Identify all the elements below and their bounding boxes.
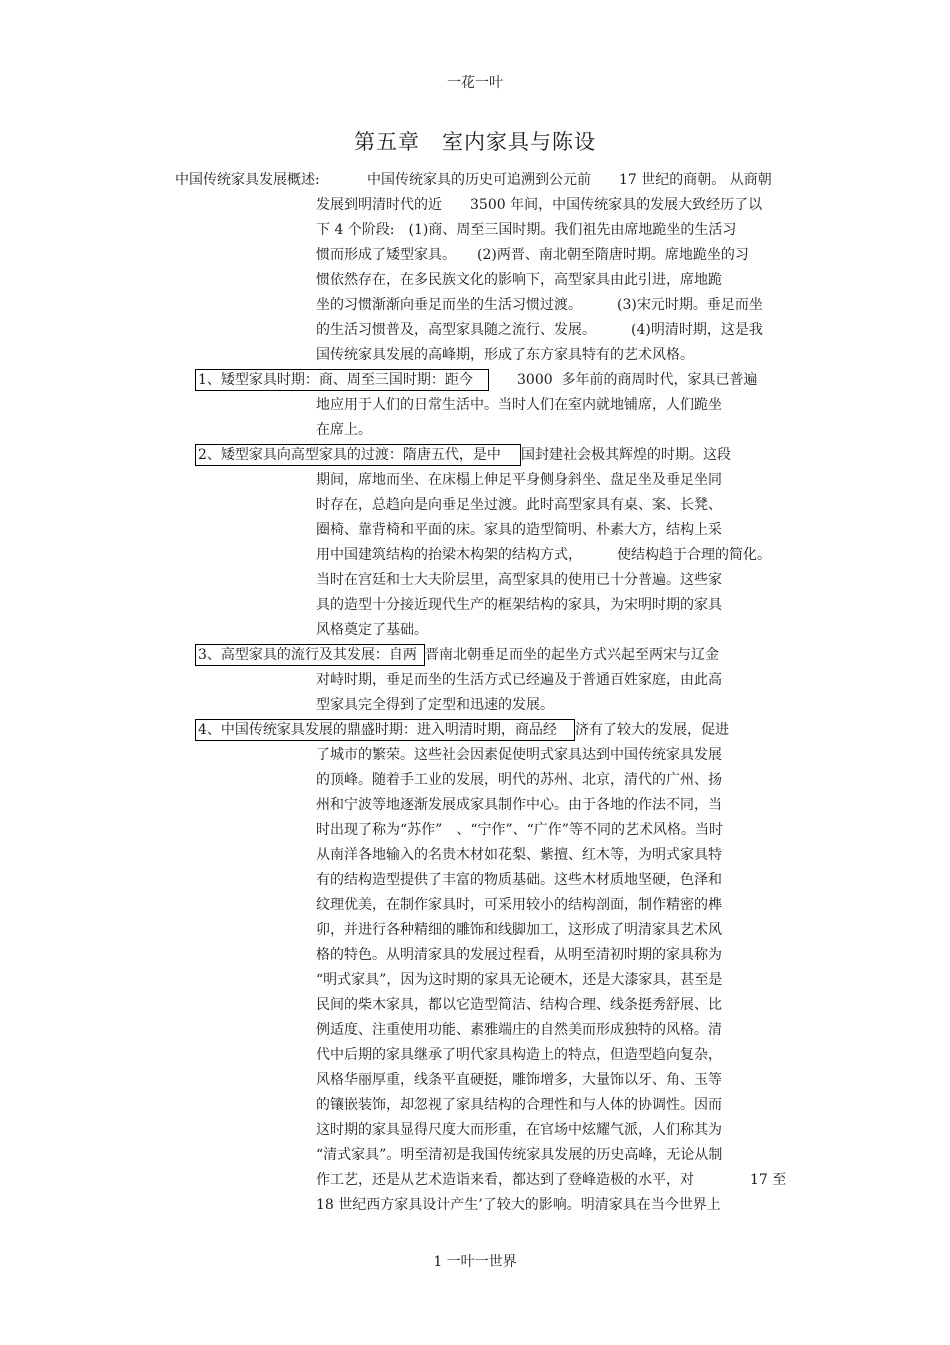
section-4-line: “清式家具”。明至清初是我国传统家具发展的历史高峰，无论从制 bbox=[316, 1147, 723, 1163]
section-2-line: 圈椅、靠背椅和平面的床。家具的造型简明、朴素大方，结构上采 bbox=[316, 522, 722, 538]
section-4-line: 这时期的家具显得尺度大而形重，在官场中炫耀气派，人们称其为 bbox=[316, 1122, 722, 1138]
section-4-line: 有的结构造型提供了丰富的物质基础。这些木材质地坚硬，色泽和 bbox=[316, 872, 722, 888]
section-2-line: 时存在，总趋向是向垂足坐过渡。此时高型家具有桌、案、长凳、 bbox=[316, 497, 722, 513]
section-4-line: 州和宁波等地逐渐发展成家具制作中心。由于各地的作法不同，当 bbox=[316, 797, 722, 813]
overview-line: 发展到明清时代的近 3500 年间，中国传统家具的发展大致经历了以 bbox=[316, 197, 763, 213]
section-4-line: 从南洋各地输入的名贵木材如花梨、紫擅、红木等，为明式家具特 bbox=[316, 847, 722, 863]
section-3-first-line: 晋南北朝垂足而坐的起坐方式兴起至两宋与辽金 bbox=[425, 647, 719, 663]
section-4-line: 时出现了称为“苏作” 、“宁作”、“广作”等不同的艺术风格。当时 bbox=[316, 822, 723, 838]
overview-line: 下 4 个阶段: (1)商、周至三国时期。我们祖先由席地跪坐的生活习 bbox=[316, 222, 737, 238]
section-3-heading: 3、高型家具的流行及其发展：自两 bbox=[195, 644, 425, 666]
overview-line: 惯依然存在，在多民族文化的影响下，高型家具由此引进，席地跪 bbox=[316, 272, 722, 288]
section-4-first-line: 济有了较大的发展，促进 bbox=[575, 722, 729, 738]
section-2-line: 具的造型十分接近现代生产的框架结构的家具，为宋明时期的家具 bbox=[316, 597, 722, 613]
overview-line: 惯而形成了矮型家具。 (2)两晋、南北朝至隋唐时期。席地跪坐的习 bbox=[316, 247, 749, 263]
section-4-line: 代中后期的家具继承了明代家具构造上的特点，但造型趋向复杂， bbox=[316, 1047, 722, 1063]
page-footer: 1 一叶一世界 bbox=[433, 1254, 517, 1270]
page-header: 一花一叶 bbox=[447, 75, 503, 91]
overview-label: 中国传统家具发展概述: bbox=[175, 172, 320, 188]
section-2-line: 当时在宫廷和士大夫阶层里，高型家具的使用已十分普遍。这些家 bbox=[316, 572, 722, 588]
overview-line: 国传统家具发展的高峰期，形成了东方家具特有的艺术风格。 bbox=[316, 347, 694, 363]
section-3-line: 型家具完全得到了定型和迅速的发展。 bbox=[316, 697, 554, 713]
section-4-line: 18 世纪西方家具设计产生’了较大的影响。明清家具在当今世界上 bbox=[316, 1197, 721, 1213]
section-1-first-line: 3000 多年前的商周时代，家具已普遍 bbox=[489, 372, 758, 388]
section-4-line: 卯，并进行各种精细的雕饰和线脚加工，这形成了明清家具艺术风 bbox=[316, 922, 722, 938]
section-2-line: 用中国建筑结构的抬梁木构架的结构方式， 使结构趋于合理的简化。 bbox=[316, 547, 771, 563]
section-4-line: “明式家具”，因为这时期的家具无论硬木，还是大漆家具，甚至是 bbox=[316, 972, 723, 988]
section-4-heading: 4、中国传统家具发展的鼎盛时期：进入明清时期，商品经 bbox=[195, 719, 575, 741]
section-4-line: 例适度、注重使用功能、素雅端庄的自然美而形成独特的风格。清 bbox=[316, 1022, 722, 1038]
section-1-line: 地应用于人们的日常生活中。当时人们在室内就地铺席，人们跪坐 bbox=[316, 397, 722, 413]
overview-line: 的生活习惯普及，高型家具随之流行、发展。 (4)明清时期，这是我 bbox=[316, 322, 763, 338]
section-4-line: 纹理优美，在制作家具时，可采用较小的结构剖面，制作精密的榫 bbox=[316, 897, 722, 913]
section-1-heading: 1、矮型家具时期：商、周至三国时期：距今 bbox=[195, 369, 489, 391]
section-4-line: 风格华丽厚重，线条平直硬挺，雕饰增多，大量饰以牙、角、玉等 bbox=[316, 1072, 722, 1088]
section-4-line: 的顶峰。随着手工业的发展，明代的苏州、北京，清代的广州、扬 bbox=[316, 772, 722, 788]
overview-line: 中国传统家具的历史可追溯到公元前 17 世纪的商朝。 从商朝 bbox=[367, 172, 772, 188]
section-4-line: 了城市的繁荣。这些社会因素促使明式家具达到中国传统家具发展 bbox=[316, 747, 722, 763]
section-2-first-line: 国封建社会极其辉煌的时期。这段 bbox=[521, 447, 731, 463]
section-4-line: 格的特色。从明清家具的发展过程看，从明至清初时期的家具称为 bbox=[316, 947, 722, 963]
section-1-line: 在席上。 bbox=[316, 422, 372, 438]
chapter-title: 第五章 室内家具与陈设 bbox=[354, 130, 596, 154]
section-2-heading: 2、矮型家具向高型家具的过渡：隋唐五代，是中 bbox=[195, 444, 521, 466]
section-2-line: 风格奠定了基础。 bbox=[316, 622, 428, 638]
section-3-line: 对峙时期，垂足而坐的生活方式已经遍及于普通百姓家庭，由此高 bbox=[316, 672, 722, 688]
section-4-line: 的镶嵌装饰，却忽视了家具结构的合理性和与人体的协调性。因而 bbox=[316, 1097, 722, 1113]
section-4-line: 民间的柴木家具，都以它造型简洁、结构合理、线条挺秀舒展、比 bbox=[316, 997, 722, 1013]
section-4-line: 作工艺，还是从艺术造诣来看，都达到了登峰造极的水平，对 17 至 bbox=[316, 1172, 787, 1188]
overview-line: 坐的习惯渐渐向垂足而坐的生活习惯过渡。 (3)宋元时期。垂足而坐 bbox=[316, 297, 763, 313]
section-2-line: 期间，席地而坐、在床榻上伸足平身侧身斜坐、盘足坐及垂足坐同 bbox=[316, 472, 722, 488]
